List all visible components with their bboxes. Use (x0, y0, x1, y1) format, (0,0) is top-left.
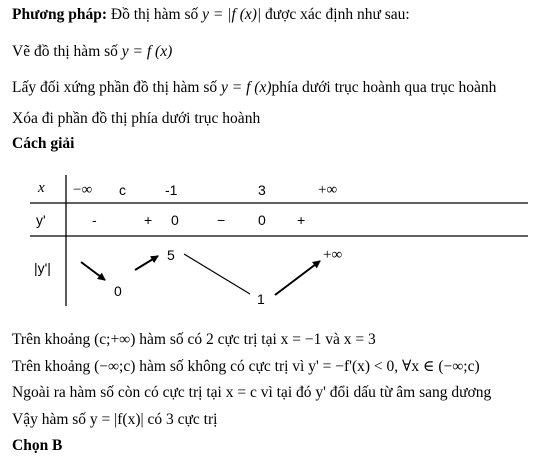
table-deriv-sign: + (297, 212, 306, 228)
conclusion-line: Trên khoảng (−∞;c) hàm số không có cực trị vì y' = −f'(x) < 0, ∀x ∈ (−∞;c) (12, 358, 480, 375)
table-deriv-sign: + (144, 212, 153, 228)
arrow-up-2 (275, 261, 320, 295)
table-abs-value: +∞ (323, 247, 343, 263)
table-abs-value: 1 (257, 291, 265, 307)
arrow-down-2 (184, 254, 250, 294)
conclusion-line: Trên khoảng (c;+∞) hàm số có 2 cực trị tại x = −1 và x = 3 (12, 331, 376, 348)
step-3-text: Xóa đi phần đồ thị phía dưới trục hoành (12, 110, 261, 127)
step-1-text: Vẽ đồ thị hàm số (12, 43, 118, 60)
method-formula: y = |f (x)| (202, 6, 262, 23)
table-abs-value: 0 (114, 283, 122, 299)
step-1-formula: y = f (x) (121, 43, 173, 60)
table-x-value: 3 (258, 182, 266, 198)
method-text-after: được xác định như sau: (265, 6, 410, 23)
table-x-label: x (38, 180, 45, 196)
table-deriv-sign: 0 (258, 212, 266, 228)
table-deriv-sign: − (217, 212, 226, 228)
answer: Chọn B (12, 437, 63, 454)
table-abs-value: 5 (167, 247, 175, 263)
table-deriv-sign: 0 (171, 212, 179, 228)
table-x-value: -1 (165, 182, 178, 198)
step-2-formula: y = f (x) (221, 79, 272, 96)
table-x-value: +∞ (318, 182, 338, 198)
arrow-down-1 (81, 262, 105, 280)
step-2-text-after: phía dưới trục hoành qua trục hoành (271, 79, 497, 96)
table-deriv-label: y' (36, 212, 46, 228)
method-text: Đồ thị hàm số (110, 6, 199, 23)
table-deriv-sign: - (92, 212, 97, 228)
step-2-text: Lấy đối xứng phần đồ thị hàm số (12, 79, 218, 96)
conclusion-line: Ngoài ra hàm số còn có cực trị tại x = c vì tại đó y' đổi dấu từ âm sang dương (12, 384, 492, 401)
table-abs-label: |y'| (34, 260, 51, 276)
table-x-value: −∞ (73, 182, 93, 198)
method-label: Phương pháp: (12, 6, 107, 23)
table-x-value: c (119, 182, 126, 198)
arrow-up-1 (135, 256, 158, 270)
conclusion-line: Vậy hàm số y = |f(x)| có 3 cực trị (12, 411, 218, 428)
solution-title: Cách giải (12, 135, 75, 152)
